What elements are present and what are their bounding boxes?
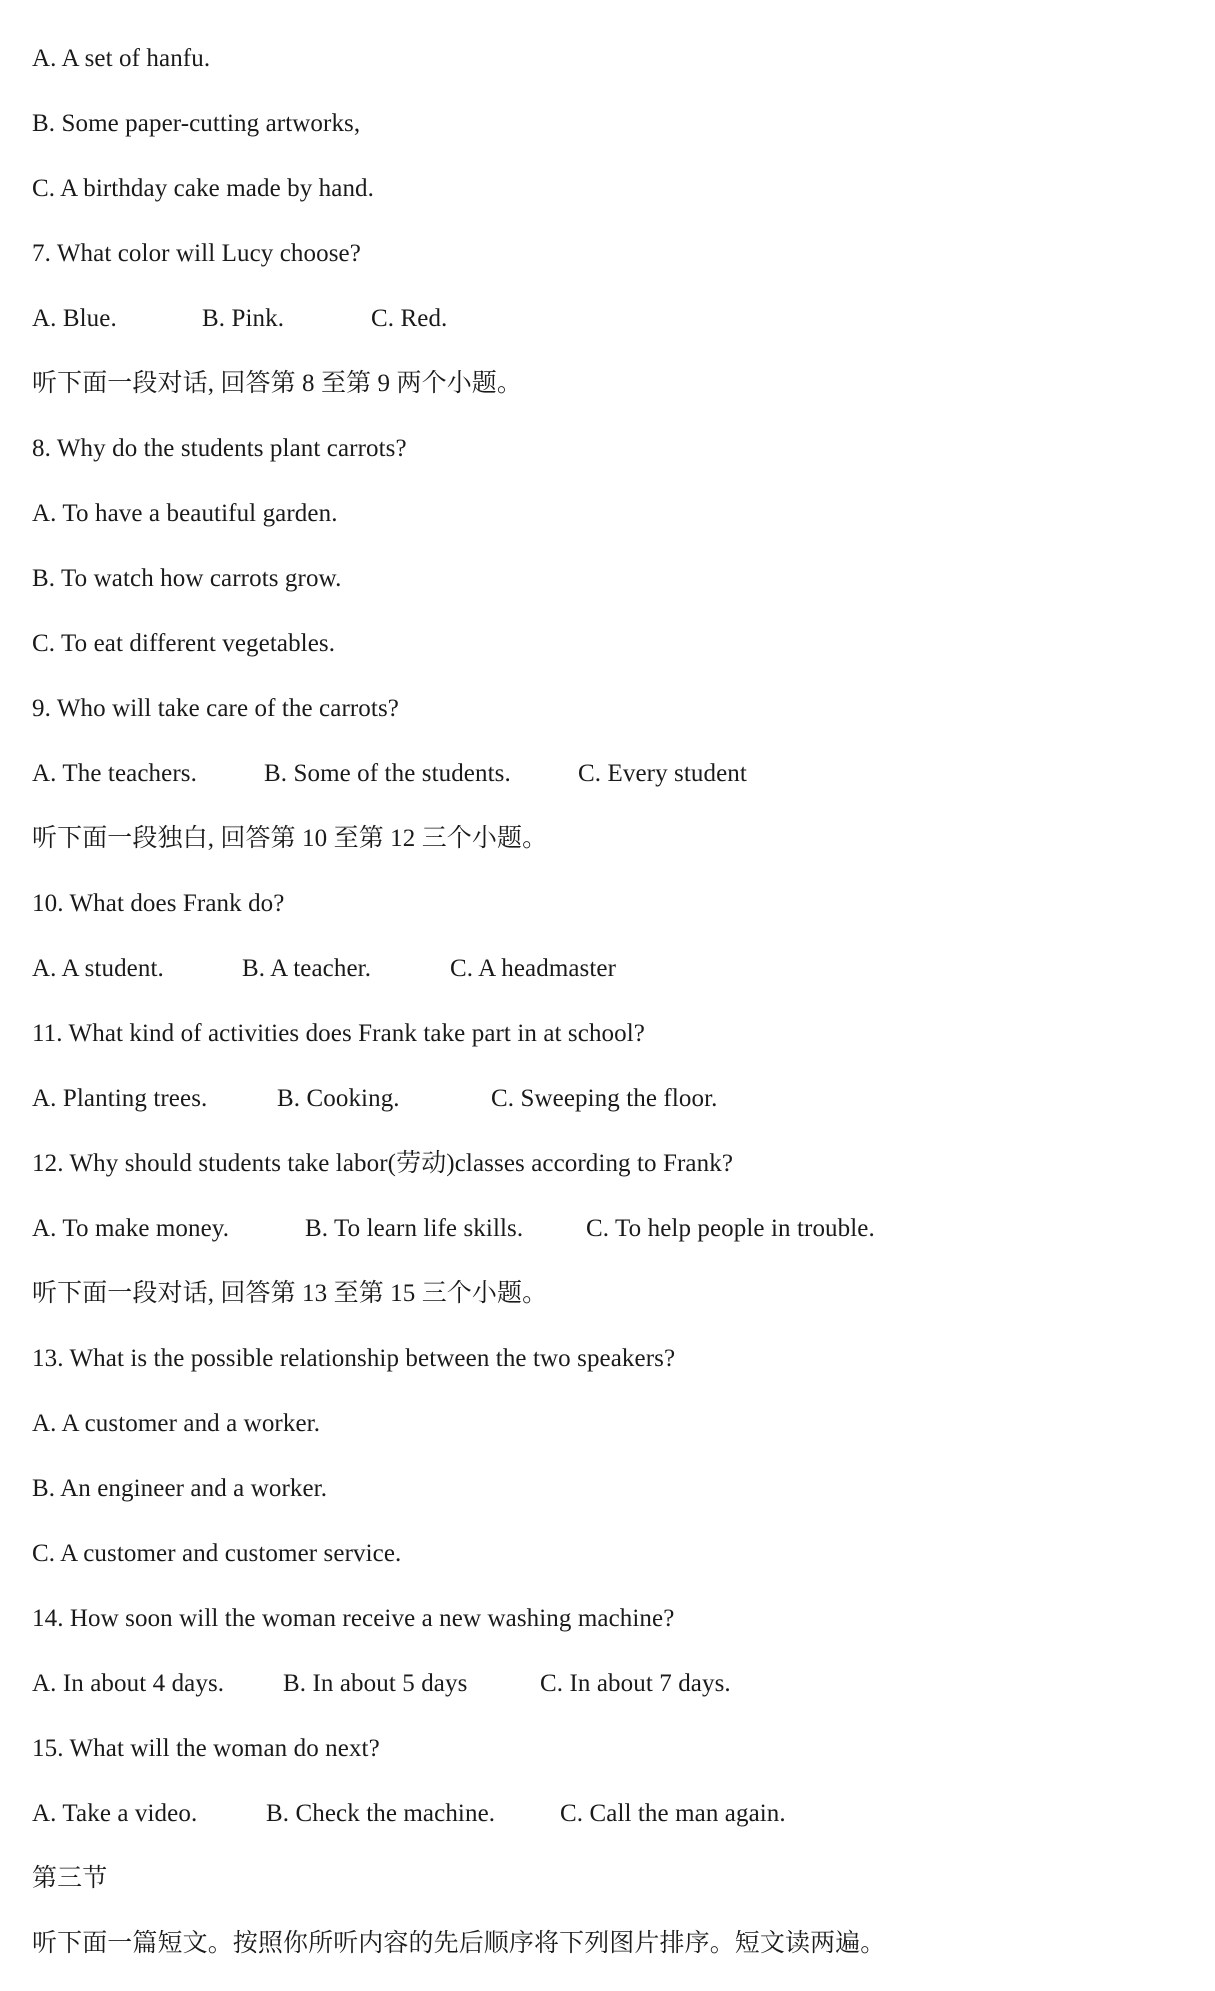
option: B. Cooking. (277, 1085, 400, 1112)
question-line: 12. Why should students take labor(劳动)classes according to Frank? (32, 1150, 734, 1177)
options-row (32, 303, 447, 335)
option: C. Red. (371, 305, 448, 332)
option: B. Pink. (202, 305, 285, 332)
option: A. In about 4 days. (32, 1670, 225, 1697)
options-row (32, 1668, 731, 1700)
option: C. To help people in trouble. (586, 1215, 875, 1242)
option: A. Blue. (32, 305, 117, 332)
option-line: C. A customer and customer service. (32, 1540, 402, 1567)
section-instruction: 听下面一段独白, 回答第 10 至第 12 三个小题。 (32, 825, 548, 852)
option-line: B. An engineer and a worker. (32, 1475, 328, 1502)
option-line: B. To watch how carrots grow. (32, 565, 342, 592)
option: C. Call the man again. (560, 1800, 786, 1827)
options-row (32, 953, 616, 985)
question-line: 10. What does Frank do? (32, 890, 285, 917)
question-line: 11. What kind of activities does Frank take part in at school? (32, 1020, 645, 1047)
section-instruction: 听下面一段对话, 回答第 13 至第 15 三个小题。 (32, 1280, 548, 1307)
question-line: 7. What color will Lucy choose? (32, 240, 361, 267)
option-line: C. A birthday cake made by hand. (32, 175, 375, 202)
option: C. In about 7 days. (540, 1670, 731, 1697)
section-heading: 第三节 (32, 1865, 108, 1892)
option: B. To learn life skills. (305, 1215, 524, 1242)
option: A. To make money. (32, 1215, 230, 1242)
option: C. A headmaster (450, 955, 617, 982)
options-row (32, 1213, 875, 1245)
option: C. Sweeping the floor. (491, 1085, 718, 1112)
section-instruction: 听下面一段对话, 回答第 8 至第 9 两个小题。 (32, 370, 523, 397)
option-line: B. Some paper-cutting artworks, (32, 110, 361, 137)
option-line: A. To have a beautiful garden. (32, 500, 338, 527)
option: A. Take a video. (32, 1800, 198, 1827)
option: A. Planting trees. (32, 1085, 208, 1112)
question-line: 9. Who will take care of the carrots? (32, 695, 399, 722)
option: A. A student. (32, 955, 164, 982)
question-line: 15. What will the woman do next? (32, 1735, 380, 1762)
option: B. Some of the students. (264, 760, 511, 787)
option-line: A. A set of hanfu. (32, 45, 211, 72)
options-row (32, 1083, 717, 1115)
option: A. The teachers. (32, 760, 197, 787)
option: B. Check the machine. (266, 1800, 496, 1827)
question-line: 8. Why do the students plant carrots? (32, 435, 407, 462)
question-line: 14. How soon will the woman receive a new washing machine? (32, 1605, 675, 1632)
options-row (32, 1798, 786, 1830)
option-line: C. To eat different vegetables. (32, 630, 336, 657)
option: B. In about 5 days (283, 1670, 468, 1697)
option: B. A teacher. (242, 955, 372, 982)
section-instruction: 听下面一篇短文。按照你所听内容的先后顺序将下列图片排序。短文读两遍。 (32, 1930, 886, 1957)
option: C. Every student (578, 760, 747, 787)
option-line: A. A customer and a worker. (32, 1410, 321, 1437)
question-line: 13. What is the possible relationship between the two speakers? (32, 1345, 676, 1372)
options-row (32, 758, 747, 790)
